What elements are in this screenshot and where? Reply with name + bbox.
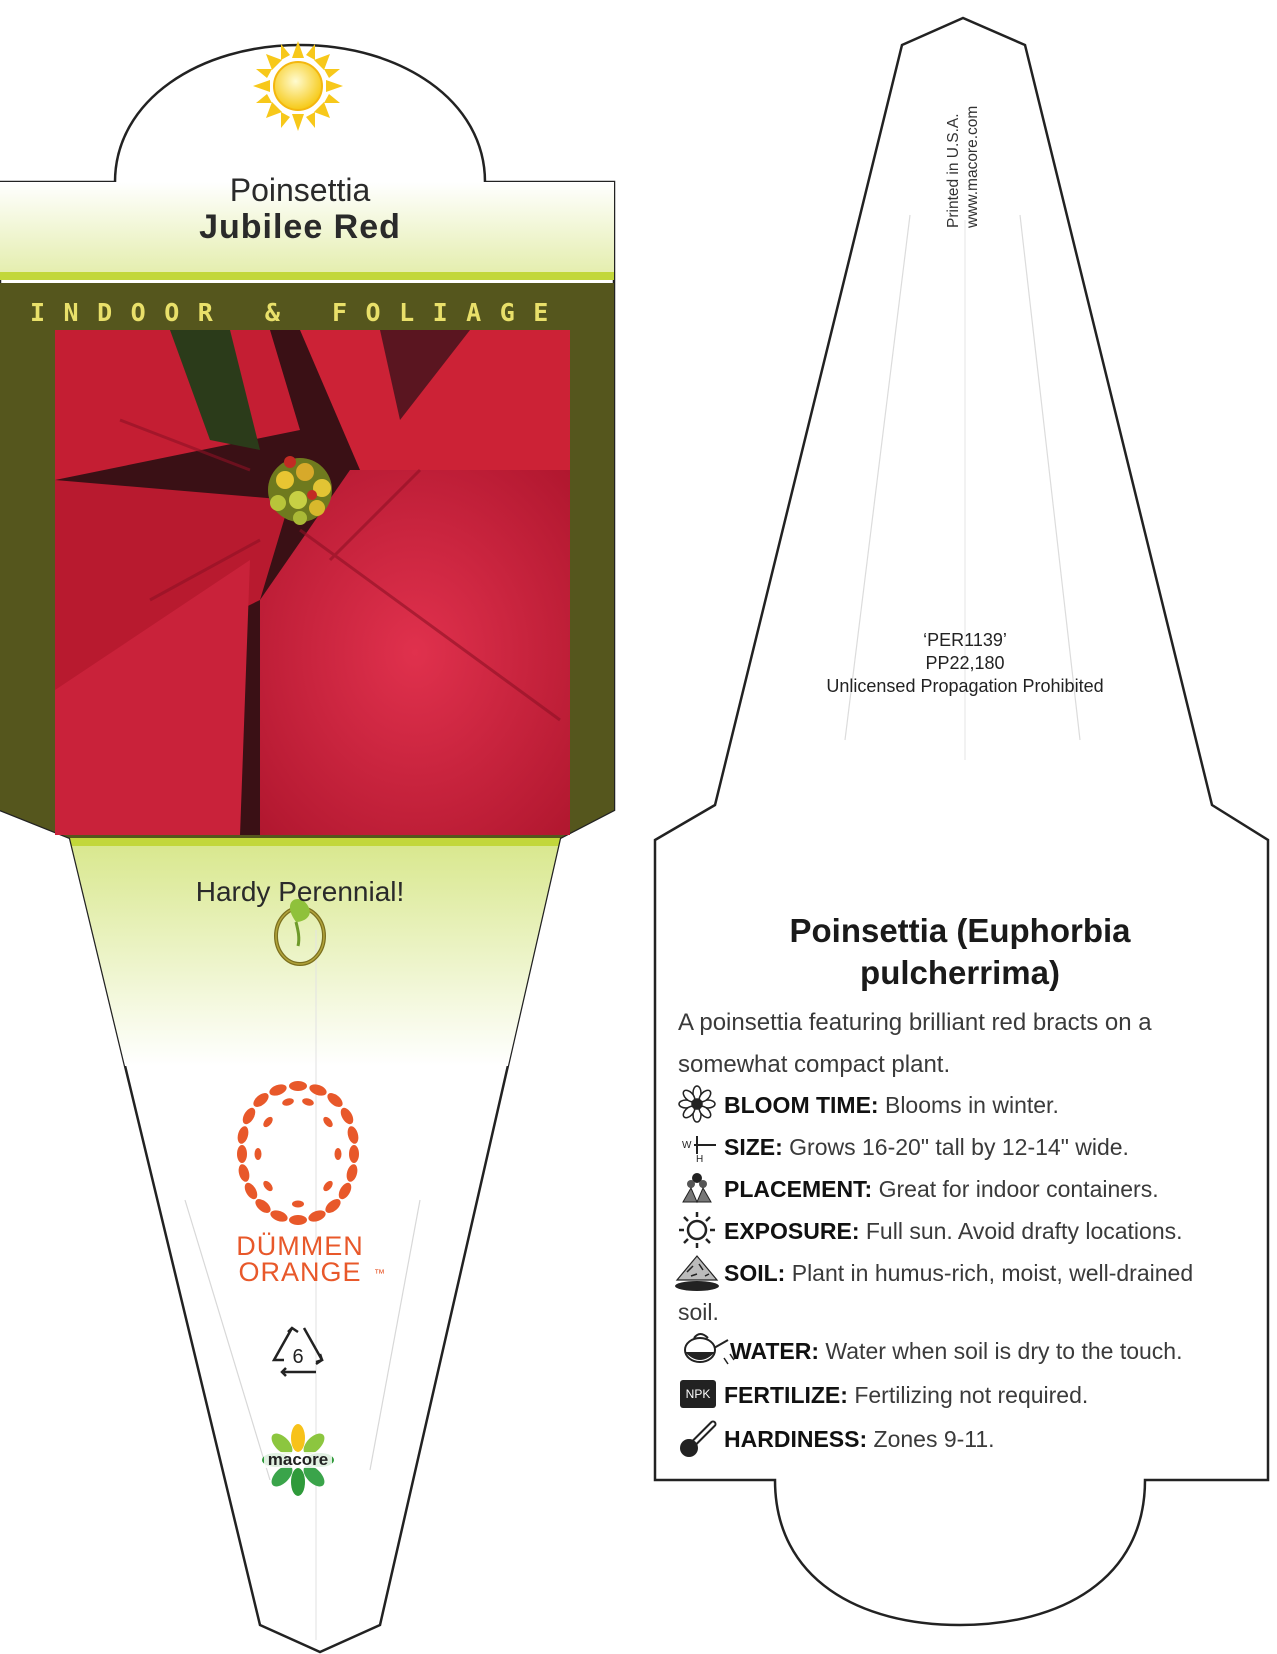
detail-label: PLACEMENT:: [724, 1176, 873, 1202]
detail-fertilize: [724, 1380, 1264, 1410]
brand-name: macore: [267, 1450, 329, 1469]
patent-number: PP22,180: [925, 653, 1005, 673]
breeder-name-line2: ORANGE: [238, 1257, 362, 1287]
detail-text: Blooms in winter.: [878, 1092, 1059, 1118]
cultivar-code: ‘PER1139’: [923, 630, 1007, 650]
detail-exposure: [724, 1216, 1264, 1246]
size-icon-h: H: [696, 1154, 704, 1165]
flower-icon: [679, 1086, 715, 1122]
print-website: www.macore.com: [964, 105, 981, 228]
description-line1: A poinsettia featuring brilliant red bracts on a: [678, 1009, 1152, 1036]
detail-label: SOIL:: [724, 1260, 786, 1286]
breeder-name-line1: DÜMMEN: [236, 1231, 364, 1261]
detail-soil-continued: soil.: [678, 1299, 719, 1325]
detail-label: SIZE:: [724, 1134, 783, 1160]
variety-name: Jubilee Red: [199, 208, 401, 246]
detail-label: HARDINESS:: [724, 1426, 868, 1452]
species-heading-line1: Poinsettia (Euphorbia: [789, 912, 1131, 949]
detail-soil: [724, 1258, 1264, 1288]
front-tag: [0, 41, 620, 1652]
sun-icon: [253, 41, 343, 131]
print-location: Printed in U.S.A.: [945, 113, 962, 228]
detail-text: Zones 9-11.: [867, 1426, 995, 1452]
detail-label: FERTILIZE:: [724, 1382, 848, 1408]
detail-label: BLOOM TIME:: [724, 1092, 879, 1118]
breeder-trademark: ™: [374, 1268, 385, 1280]
size-icon-w: W: [682, 1140, 692, 1151]
category-label: INDOOR & FOLIAGE: [30, 298, 567, 327]
description-line2: somewhat compact plant.: [678, 1051, 951, 1078]
detail-text: Plant in humus-rich, moist, well-drained: [785, 1260, 1194, 1286]
detail-text: Water when soil is dry to the touch.: [819, 1338, 1183, 1364]
detail-text: Grows 16-20" tall by 12-14" wide.: [782, 1134, 1129, 1160]
recycle-code: 6: [292, 1346, 304, 1368]
detail-hardiness: [724, 1424, 1264, 1454]
plant-name: Poinsettia: [229, 172, 371, 208]
tagline: Hardy Perennial!: [195, 876, 405, 907]
poinsettia-photo: [55, 330, 570, 835]
size-icon: [682, 1134, 718, 1166]
detail-size: [724, 1132, 1264, 1162]
detail-label: EXPOSURE:: [724, 1218, 860, 1244]
print-info: [944, 106, 982, 228]
propagation-notice: Unlicensed Propagation Prohibited: [826, 676, 1104, 696]
detail-bloom-time: [724, 1090, 1264, 1120]
species-heading-line2: pulcherrima): [860, 954, 1060, 991]
detail-text: Fertilizing not required.: [847, 1382, 1089, 1408]
detail-water: [730, 1336, 1270, 1366]
npk-icon: NPK: [680, 1380, 716, 1408]
detail-placement: [724, 1174, 1264, 1204]
detail-label: WATER:: [730, 1338, 820, 1364]
detail-text: Great for indoor containers.: [872, 1176, 1159, 1202]
detail-text: Full sun. Avoid drafty locations.: [859, 1218, 1183, 1244]
